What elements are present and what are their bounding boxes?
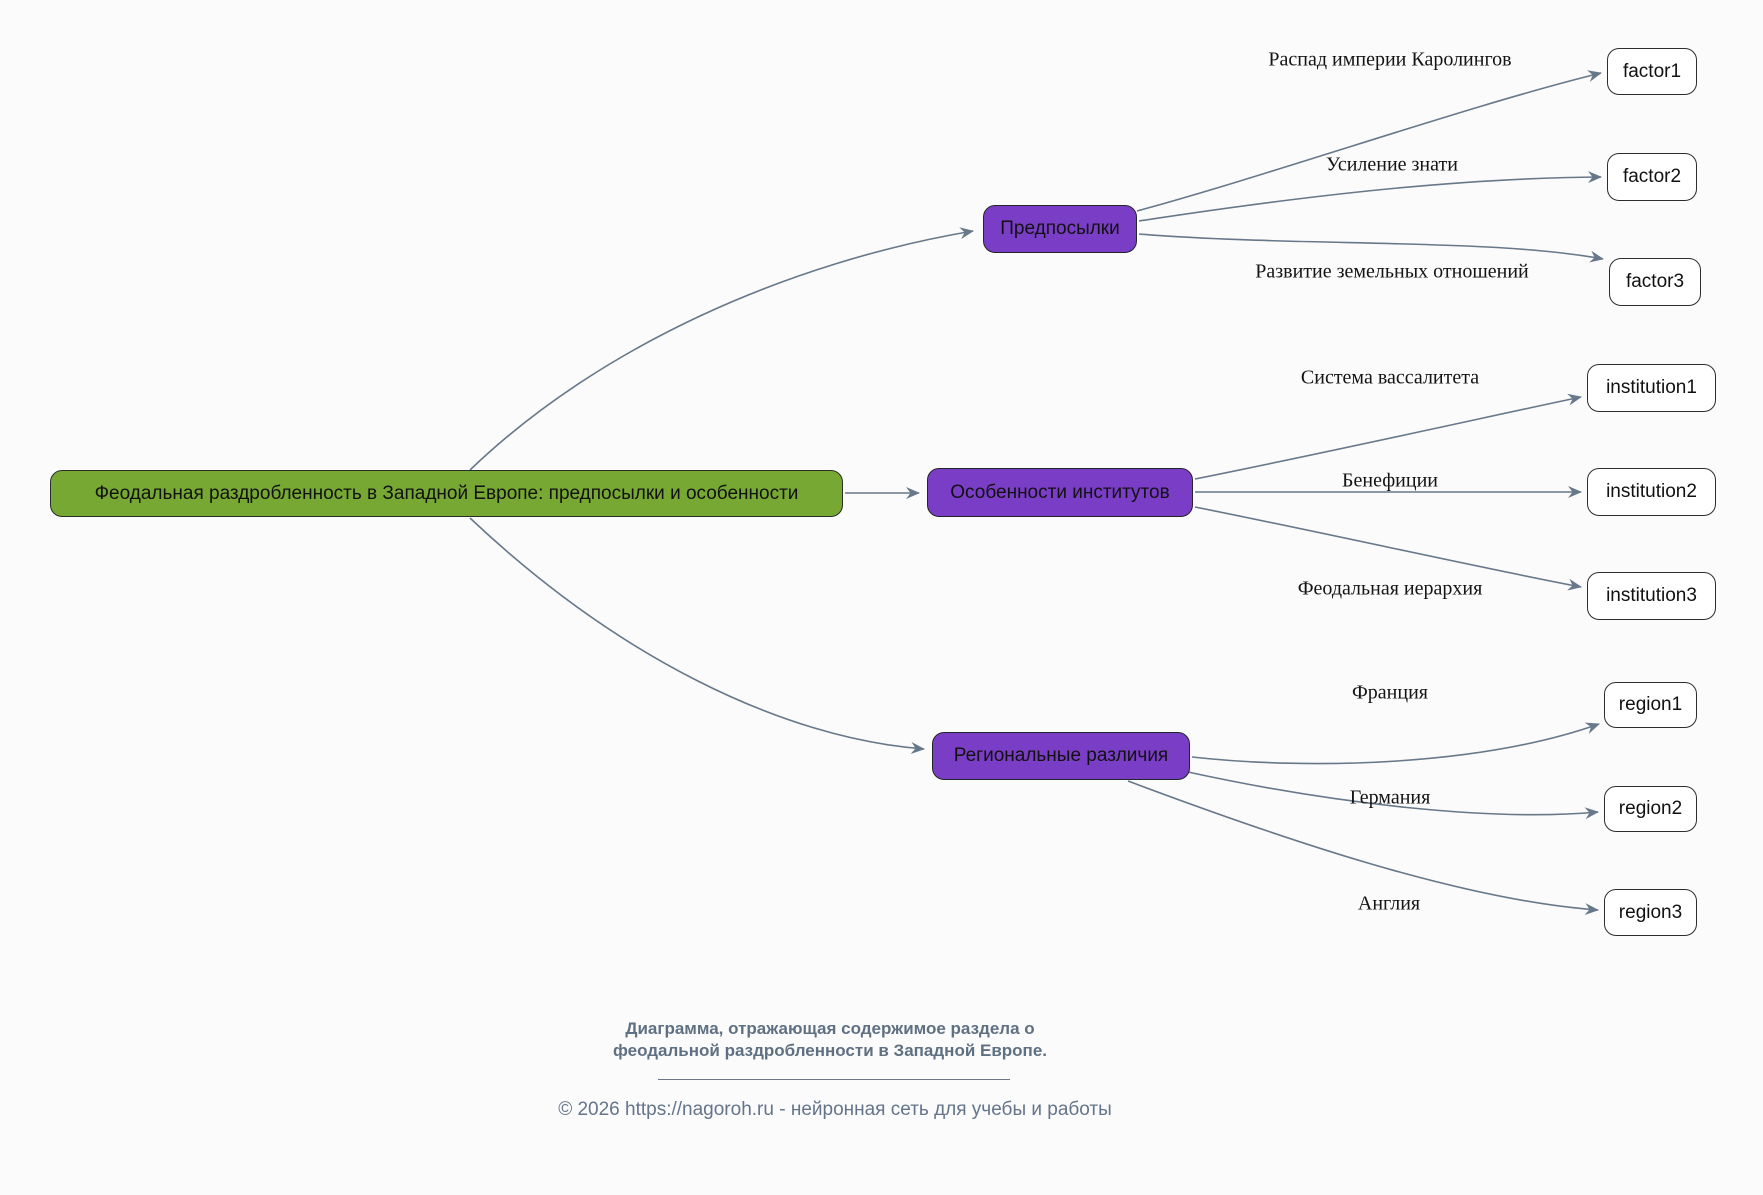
- edge-label-factor1: Распад империи Каролингов: [1268, 48, 1512, 71]
- node-branch-regions: Региональные различия: [932, 732, 1190, 780]
- edge-label-factor3: Развитие земельных отношений: [1255, 260, 1529, 283]
- edge-regions-region1: [1192, 724, 1599, 764]
- footer-caption: [330, 1018, 1330, 1062]
- node-leaf-institution1: institution1: [1587, 364, 1716, 412]
- edge-root-prerequisites: [470, 231, 973, 470]
- node-leaf-region1: region1: [1604, 682, 1697, 728]
- edge-label-region2: Германия: [1349, 786, 1431, 809]
- edge-prerequisites-factor2: [1139, 177, 1601, 221]
- edge-label-region3: Англия: [1357, 892, 1421, 915]
- edge-prerequisites-factor3: [1139, 234, 1603, 259]
- node-leaf-factor3: factor3: [1609, 258, 1701, 306]
- node-root: Феодальная раздробленность в Западной Европе: предпосылки и особенности: [50, 470, 843, 517]
- footer-copyright: © 2026 https://nagoroh.ru - нейронная сеть для учебы и работы: [558, 1099, 1112, 1120]
- edge-label-institution3: Феодальная иерархия: [1297, 577, 1483, 600]
- edge-institutions-institution1: [1195, 397, 1581, 479]
- edge-label-institution2: Бенефиции: [1342, 469, 1438, 492]
- node-branch-prerequisites: Предпосылки: [983, 205, 1137, 253]
- edge-label-institution1: Система вассалитета: [1300, 366, 1480, 389]
- node-leaf-region2: region2: [1604, 786, 1697, 832]
- node-leaf-institution3: institution3: [1587, 572, 1716, 620]
- footer-caption-line1: Диаграмма, отражающая содержимое раздела о: [625, 1019, 1035, 1038]
- edge-root-regions: [470, 518, 924, 749]
- node-leaf-factor2: factor2: [1607, 153, 1697, 201]
- footer-caption-line2: феодальной раздробленности в Западной Европе.: [612, 1041, 1048, 1060]
- edge-label-region1: Франция: [1352, 681, 1428, 704]
- node-leaf-institution2: institution2: [1587, 468, 1716, 516]
- edge-institutions-institution3: [1195, 507, 1581, 587]
- node-leaf-factor1: factor1: [1607, 48, 1697, 95]
- footer-divider: [658, 1079, 1010, 1080]
- edge-label-factor2: Усиление знати: [1326, 153, 1458, 176]
- node-leaf-region3: region3: [1604, 889, 1697, 936]
- node-branch-institutions: Особенности институтов: [927, 468, 1193, 517]
